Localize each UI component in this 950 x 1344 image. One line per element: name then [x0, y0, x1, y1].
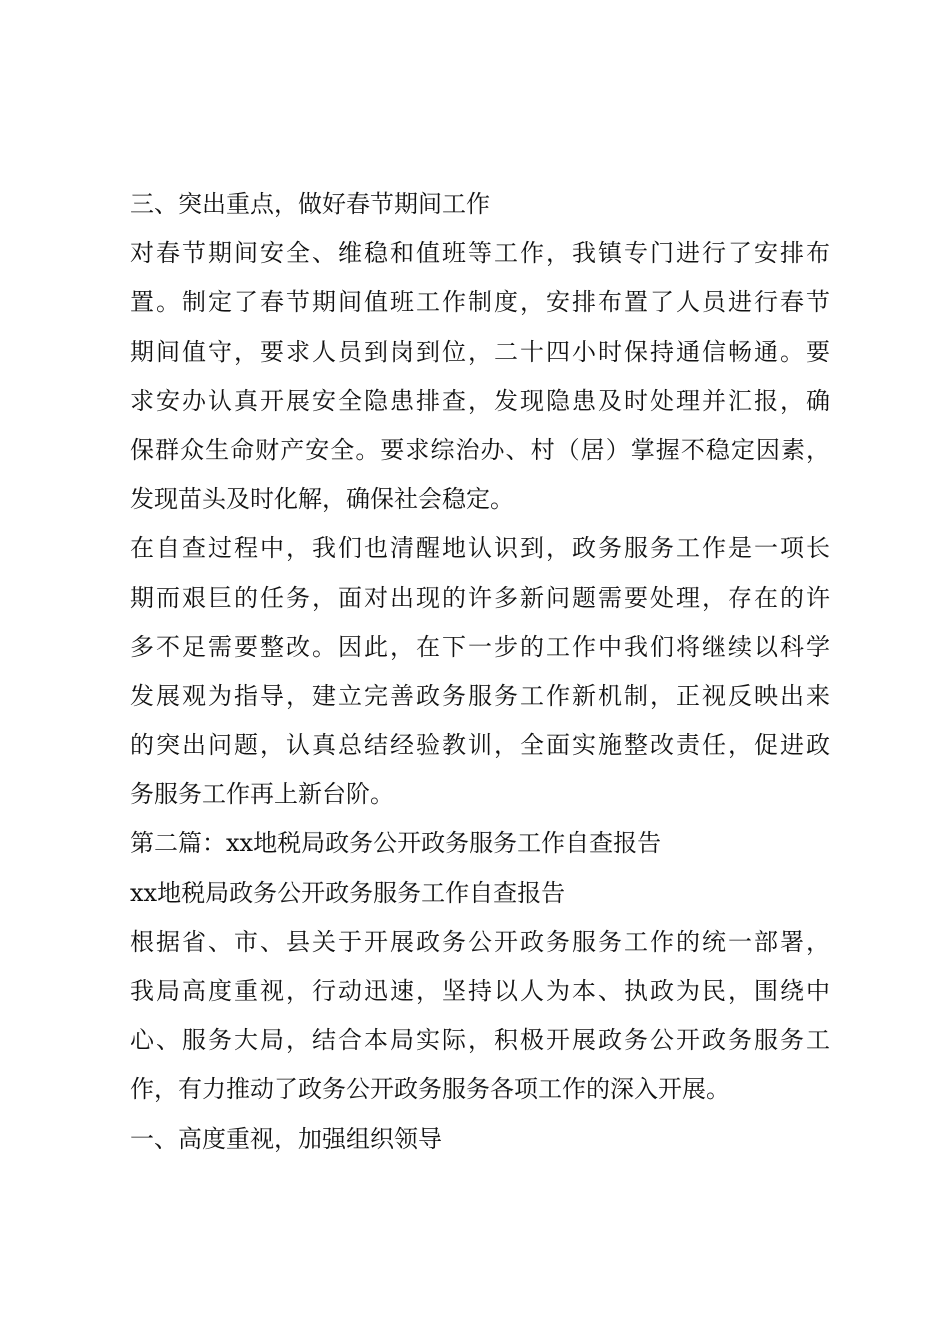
paragraph-line: 的突出问题，认真总结经验教训，全面实施整改责任，促进政 — [130, 731, 830, 760]
paragraph-line: 期而艰巨的任务，面对出现的许多新问题需要处理，存在的许 — [130, 583, 830, 612]
paragraph-line: 置。制定了春节期间值班工作制度，安排布置了人员进行春节 — [130, 288, 830, 317]
document-body — [130, 180, 830, 1164]
paragraph-line: 心、服务大局，结合本局实际，积极开展政务公开政务服务工 — [130, 1026, 830, 1055]
paragraph-line: 根据省、市、县关于开展政务公开政务服务工作的统一部署， — [130, 927, 830, 956]
paragraph-line: 期间值守，要求人员到岗到位，二十四小时保持通信畅通。要 — [130, 337, 830, 366]
paragraph-line: 求安办认真开展安全隐患排查，发现隐患及时处理并汇报，确 — [130, 386, 830, 415]
paragraph-line: 我局高度重视，行动迅速，坚持以人为本、执政为民，围绕中 — [130, 977, 830, 1005]
paragraph-line: 保群众生命财产安全。要求综治办、村（居）掌握不稳定因素， — [130, 435, 830, 464]
paragraph-line: 发现苗头及时化解，确保社会稳定。 — [130, 485, 514, 514]
chapter-title: 第二篇：xx地税局政务公开政务服务工作自查报告 — [130, 829, 662, 858]
report-title: xx地税局政务公开政务服务工作自查报告 — [130, 878, 566, 907]
paragraph-line: 务服务工作再上新台阶。 — [130, 780, 394, 809]
section-heading-1: 一、高度重视，加强组织领导 — [130, 1124, 442, 1153]
section-heading-3: 三、突出重点，做好春节期间工作 — [130, 190, 490, 218]
paragraph-line: 多不足需要整改。因此，在下一步的工作中我们将继续以科学 — [130, 632, 830, 661]
paragraph-line: 作，有力推动了政务公开政务服务各项工作的深入开展。 — [130, 1075, 730, 1104]
paragraph-line: 对春节期间安全、维稳和值班等工作，我镇专门进行了安排布 — [130, 239, 830, 268]
paragraph-line: 在自查过程中，我们也清醒地认识到，政务服务工作是一项长 — [130, 534, 830, 563]
paragraph-line: 发展观为指导，建立完善政务服务工作新机制，正视反映出来 — [130, 681, 830, 710]
